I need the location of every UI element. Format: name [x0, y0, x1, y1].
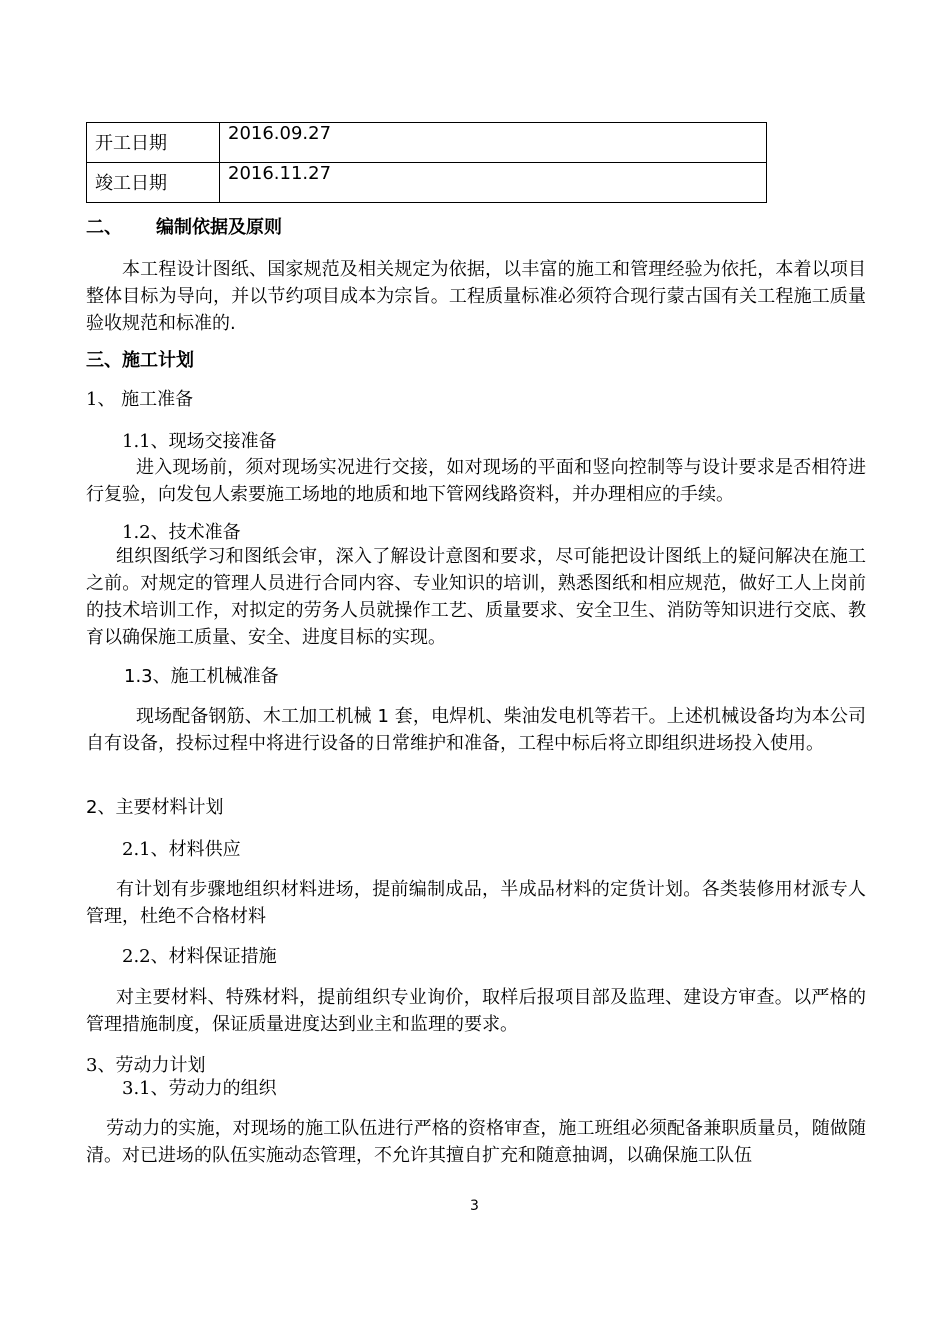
- heading-3: 3、劳动力计划: [86, 1055, 206, 1076]
- start-date-value: 2016.09.27: [220, 123, 767, 163]
- heading-1: 1、 施工准备: [86, 389, 194, 410]
- heading-1-1: 1.1、现场交接准备: [122, 431, 277, 452]
- paragraph-2-2: 对主要材料、特殊材料，提前组织专业询价，取样后报项目部及监理、建设方审查。以严格的管理措施制度，保证质量进度达到业主和监理的要求。: [86, 987, 866, 1035]
- paragraph-2-1: 有计划有步骤地组织材料进场，提前编制成品，半成品材料的定货计划。各类装修用材派专人管理，杜绝不合格材料: [86, 879, 866, 927]
- heading-1-3: 1.3、施工机械准备: [124, 666, 279, 687]
- paragraph-1-2: 组织图纸学习和图纸会审，深入了解设计意图和要求，尽可能把设计图纸上的疑问解决在施工之前。对规定的管理人员进行合同内容、专业知识的培训，熟悉图纸和相应规范，做好工人上岗前的技术培训工作，对拟定的劳务人员就操作工艺、质量要求、安全卫生、消防等知识进行交底、教育以确保施工质量、安全、进度目标的实现。: [86, 546, 866, 648]
- paragraph-1-1: 进入现场前，须对现场实况进行交接，如对现场的平面和竖向控制等与设计要求是否相符进行复验，向发包人索要施工场地的地质和地下管网线路资料，并办理相应的手续。: [86, 457, 866, 505]
- start-date-label: 开工日期: [87, 123, 220, 163]
- section-2-heading: [86, 213, 282, 239]
- page-number: 3: [470, 1198, 479, 1214]
- heading-2-1: 2.1、材料供应: [122, 839, 241, 860]
- table-row: [87, 123, 767, 163]
- project-dates-table: [86, 122, 767, 203]
- section-2-body: 本工程设计图纸、国家规范及相关规定为依据，以丰富的施工和管理经验为依托，本着以项目整体目标为导向，并以节约项目成本为宗旨。工程质量标准必须符合现行蒙古国有关工程施工质量验收规范和标准的.: [86, 259, 866, 334]
- end-date-value: 2016.11.27: [220, 163, 767, 203]
- section-2-title: 编制依据及原则: [156, 217, 282, 238]
- section-2-number: 二、: [86, 217, 122, 238]
- heading-2-2: 2.2、材料保证措施: [122, 946, 277, 967]
- table-row: [87, 163, 767, 203]
- heading-3-1: 3.1、劳动力的组织: [122, 1078, 277, 1099]
- section-3-heading: 三、施工计划: [86, 350, 194, 371]
- end-date-label: 竣工日期: [87, 163, 220, 203]
- paragraph-3-1: 劳动力的实施，对现场的施工队伍进行严格的资格审查，施工班组必须配备兼职质量员，随做随清。对已进场的队伍实施动态管理，不允许其擅自扩充和随意抽调，以确保施工队伍: [86, 1118, 866, 1166]
- heading-1-2: 1.2、技术准备: [122, 522, 241, 543]
- paragraph-1-3: 现场配备钢筋、木工加工机械 1 套，电焊机、柴油发电机等若干。上述机械设备均为本公司自有设备，投标过程中将进行设备的日常维护和准备，工程中标后将立即组织进场投入使用。: [86, 706, 866, 754]
- heading-2: 2、主要材料计划: [86, 797, 224, 818]
